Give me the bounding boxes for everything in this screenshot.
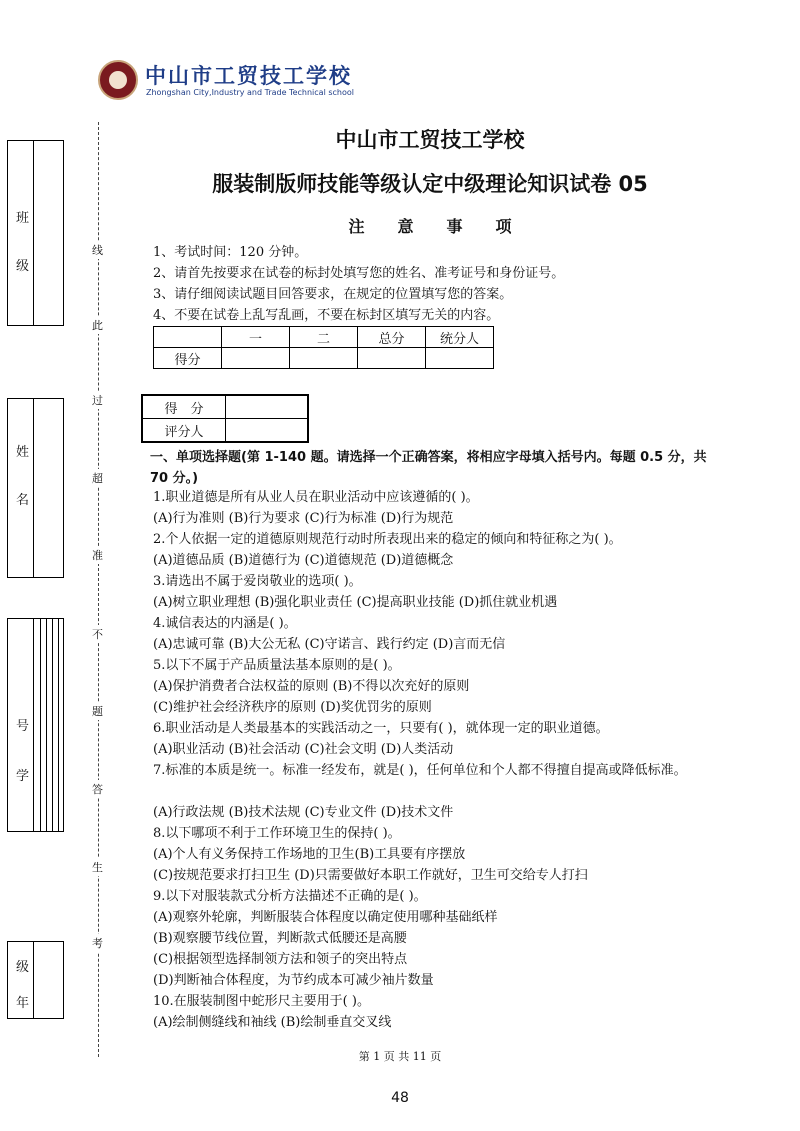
question-line: 4.诚信表达的内涵是( )。 <box>153 616 297 631</box>
school-name-en: Zhongshan City,Industry and Trade Technical school <box>146 88 354 97</box>
name-box <box>7 398 64 578</box>
option-line: (A)绘制侧缝线和袖线 (B)绘制垂直交叉线 <box>153 1015 392 1030</box>
name-label-1: 姓 <box>16 445 30 460</box>
notice-heading: 注意事项 <box>348 217 545 236</box>
option-line: (A)道德品质 (B)道德行为 (C)道德规范 (D)道德概念 <box>153 553 454 568</box>
question-line: 5.以下不属于产品质量法基本原则的是( )。 <box>153 658 401 673</box>
option-line: (A)保护消费者合法权益的原则 (B)不得以次充好的原则 <box>153 679 470 694</box>
grader-score-cell[interactable] <box>226 395 309 419</box>
seal-char: 答 <box>92 780 103 798</box>
seal-char: 线 <box>92 241 103 259</box>
question-line: 9.以下对服装款式分析方法描述不正确的是( )。 <box>153 889 427 904</box>
option-line: (C)按规范要求打扫卫生 (D)只需要做好本职工作就好，卫生可交给专人打扫 <box>153 868 588 883</box>
question-line: 10.在服装制图中蛇形尺主要用于( )。 <box>153 994 370 1009</box>
score-header: 一 <box>222 327 290 348</box>
score-cell[interactable] <box>426 348 494 369</box>
seal-char: 考 <box>92 934 103 952</box>
score-header: 统分人 <box>426 327 494 348</box>
grade-label-2: 级 <box>16 960 30 975</box>
question-line: 8.以下哪项不利于工作环境卫生的保持( )。 <box>153 826 401 841</box>
instruction-line: 4、不要在试卷上乱写乱画，不要在标封区填写无关的内容。 <box>153 308 500 323</box>
grader-name-cell[interactable] <box>226 419 309 443</box>
seal-char: 此 <box>92 316 103 334</box>
seal-dashed-line <box>98 122 99 1057</box>
option-line: (A)行为准则 (B)行为要求 (C)行为标准 (D)行为规范 <box>153 511 454 526</box>
score-header: 总分 <box>358 327 426 348</box>
option-line: (A)职业活动 (B)社会活动 (C)社会文明 (D)人类活动 <box>153 742 454 757</box>
exam-school-title: 中山市工贸技工学校 <box>335 128 525 152</box>
score-header: 二 <box>290 327 358 348</box>
page-info: 第 1 页 共 11 页 <box>358 1050 442 1063</box>
question-line: 1.职业道德是所有从业人员在职业活动中应该遵循的( )。 <box>153 490 479 505</box>
option-line: (D)判断袖合体程度，为节约成本可减少袖片数量 <box>153 973 434 988</box>
score-cell[interactable] <box>358 348 426 369</box>
option-line: (B)观察腰节线位置，判断款式低腰还是高腰 <box>153 931 407 946</box>
seal-char: 准 <box>92 546 103 564</box>
grade-label-1: 年 <box>16 996 30 1011</box>
question-line: 7.标准的本质是统一。标准一经发布，就是( )，任何单位和个人都不得擅自提高或降低标准。 <box>153 763 687 778</box>
class-box <box>7 140 64 326</box>
option-line: (A)忠诚可靠 (B)大公无私 (C)守诺言、践行约定 (D)言而无信 <box>153 637 506 652</box>
section-title: 一、单项选择题(第 1-140 题。请选择一个正确答案，将相应字母填入括号内。每题 0.5 分，共 70 分。) <box>150 450 707 486</box>
grade-box <box>7 941 64 1019</box>
grader-table <box>141 394 309 443</box>
grader-name-label: 评分人 <box>142 419 226 443</box>
score-table <box>153 326 494 369</box>
score-header <box>154 327 222 348</box>
school-name-cn: 中山市工贸技工学校 <box>145 64 352 88</box>
seal-char: 超 <box>92 469 103 487</box>
student-id-box <box>7 618 64 832</box>
grader-score-label: 得 分 <box>142 395 226 419</box>
class-label-1: 班 <box>16 211 30 226</box>
question-line: 2.个人依据一定的道德原则规范行动时所表现出来的稳定的倾向和特征称之为( )。 <box>153 532 622 547</box>
instruction-line: 2、请首先按要求在试卷的标封处填写您的姓名、准考证号和身份证号。 <box>153 266 565 281</box>
school-logo <box>98 60 138 100</box>
option-line: (C)维护社会经济秩序的原则 (D)奖优罚劣的原则 <box>153 700 432 715</box>
option-line: (A)观察外轮廓，判断服装合体程度以确定使用哪种基础纸样 <box>153 910 498 925</box>
option-line: (A)个人有义务保持工作场地的卫生(B)工具要有序摆放 <box>153 847 466 862</box>
question-line: 3.请选出不属于爱岗敬业的选项( )。 <box>153 574 362 589</box>
question-line: 6.职业活动是人类最基本的实践活动之一，只要有( )，就体现一定的职业道德。 <box>153 721 609 736</box>
instruction-line: 3、请仔细阅读试题目回答要求，在规定的位置填写您的答案。 <box>153 287 513 302</box>
score-row-label: 得分 <box>154 348 222 369</box>
option-line: (A)行政法规 (B)技术法规 (C)专业文件 (D)技术文件 <box>153 805 454 820</box>
seal-char: 过 <box>92 391 103 409</box>
page-number: 48 <box>391 1090 409 1106</box>
exam-title: 服装制版师技能等级认定中级理论知识试卷 05 <box>212 172 648 196</box>
seal-char: 不 <box>92 625 103 643</box>
class-label-2: 级 <box>16 259 30 274</box>
student-id-label-2: 号 <box>16 719 30 734</box>
option-line: (C)根据领型选择制领方法和领子的突出特点 <box>153 952 408 967</box>
seal-char: 生 <box>92 858 103 876</box>
score-cell[interactable] <box>290 348 358 369</box>
seal-char: 题 <box>92 702 103 720</box>
student-id-label-1: 学 <box>16 769 30 784</box>
score-cell[interactable] <box>222 348 290 369</box>
option-line: (A)树立职业理想 (B)强化职业责任 (C)提高职业技能 (D)抓住就业机遇 <box>153 595 558 610</box>
instruction-line: 1、考试时间：120 分钟。 <box>153 245 308 260</box>
name-label-2: 名 <box>16 493 30 508</box>
